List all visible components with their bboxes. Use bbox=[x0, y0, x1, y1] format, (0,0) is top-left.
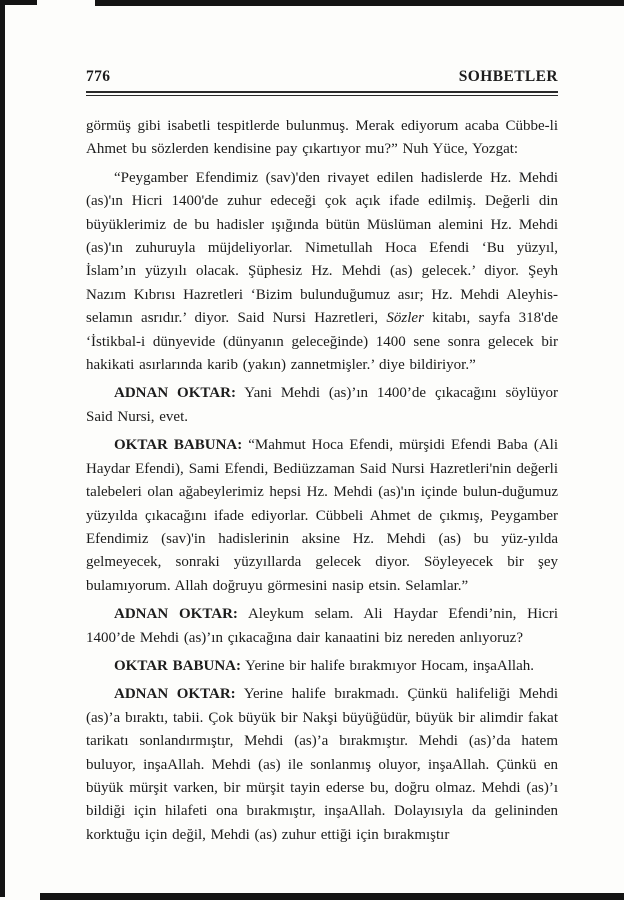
speaker-label: ADNAN OKTAR: bbox=[114, 385, 236, 402]
page-content bbox=[86, 68, 558, 852]
text-run: Aleykum selam. Ali Haydar Efendi’nin, Hicri 1400’de Mehdi (as)’ın çıkacağına dair kanaatini biz nereden anlıyoruz? bbox=[86, 606, 558, 646]
scan-edge-bottom bbox=[40, 893, 624, 900]
paragraph bbox=[86, 434, 558, 598]
book-title-italic: Sözler bbox=[386, 310, 424, 327]
speaker-label: OKTAR BABUNA: bbox=[114, 437, 243, 454]
paragraph bbox=[86, 603, 558, 650]
scan-edge-top-left bbox=[0, 0, 37, 5]
text-run: görmüş gibi isabetli tespitlerde bulunmuş. Merak ediyorum acaba Cübbe-li Ahmet bu sözlerden kendisine pay çıkartıyor mu?” Nuh Yüce, Yozgat: bbox=[86, 118, 558, 158]
speaker-label: OKTAR BABUNA: bbox=[114, 657, 241, 674]
text-run: “Mahmut Hoca Efendi, mürşidi Efendi Baba (Ali Haydar Efendi), Sami Efendi, Bediüzzaman Said Nursi Hazretleri'nin değerli talebeleri olan ağabeylerimiz hepsi Hz. Mehdi (as)'ın içinde bulun-duğumuz yüzyılda çıkacağını ifade ediyorlar. Cübbeli Ahmet de çıkmış, Peygamber Efendimiz (sav)'in hadislerinin aksine Hz. Mehdi (as) bu yüz-yılda gelmeyecek, sonraki yüzyıllarda gelecek diyor. Söyleyecek bir şey bulamıyorum. Allah doğruyu görmesini nasip etsin. Selamlar.” bbox=[86, 437, 559, 594]
scan-edge-left bbox=[0, 0, 5, 897]
page-title: SOHBETLER bbox=[458, 68, 558, 85]
paragraph bbox=[86, 382, 558, 429]
paragraph bbox=[86, 167, 558, 378]
paragraph bbox=[86, 655, 558, 678]
text-run: kitabı, sayfa 318'de ‘İstikbal-i dünyevide (dünyanın geleceğinde) 1400 sene sonra gelecek bir hakikati asırlarında karib (yakın) zannetmişler.’ diye bildiriyor.” bbox=[86, 310, 558, 374]
speaker-label: ADNAN OKTAR: bbox=[114, 686, 236, 703]
paragraph bbox=[86, 115, 558, 162]
text-run: “Peygamber Efendimiz (sav)'den rivayet edilen hadislerde Hz. Mehdi (as)'ın Hicri 1400'de zuhur edeceği çok açık ifade edilmiş. Değerli din büyüklerimiz de bu hadisler ışığında bütün Müslüman alemini Hz. Mehdi (as)'ın zuhuruyla müjdeliyorlar. Nimetullah Hoca Efendi ‘Bu yüzyıl, İslam’ın yüzyılı olacak. Şüphesiz Hz. Mehdi (as) gelecek.’ diyor. Şeyh Nazım Kıbrısı Hazretleri ‘Bizim bulunduğumuz asır; Hz. Mehdi Aleyhis-selamın asrıdır.’ diyor. Said Nursi Hazretleri, bbox=[86, 169, 558, 327]
header-rule bbox=[86, 91, 558, 96]
text-run: Yerine bir halife bırakmıyor Hocam, inşaAllah. bbox=[240, 657, 534, 674]
page-number: 776 bbox=[86, 68, 111, 85]
text-run: Yerine halife bırakmadı. Çünkü halifeliği Mehdi (as)’a bıraktı, tabii. Çok büyük bir Nakşi büyüğüdür, büyük bir alimdir fakat tarikatı sonlandırmıştır, Mehdi (as)’a bırakmıştır. Mehdi (as)’da hatem buluyor, inşaAllah. Mehdi (as) ile sonlanmış oluyor, inşaAllah. Çünkü en büyük mürşit varken, bir mürşit tayin ederse bu, doğru olmaz. Mehdi (as)’ı bildiği için hilafeti ona bırakmıştır, inşaAllah. Dolayısıyla da gelininden korktuğu için değil, Mehdi (as) zuhur ettiği için bırakmıştır bbox=[86, 686, 558, 843]
paragraph bbox=[86, 683, 558, 847]
scan-edge-top bbox=[95, 0, 624, 6]
page-header bbox=[86, 68, 558, 86]
body-text bbox=[86, 115, 558, 847]
speaker-label: ADNAN OKTAR: bbox=[114, 606, 238, 623]
text-run: Yani Mehdi (as)’ın 1400’de çıkacağını söylüyor Said Nursi, evet. bbox=[86, 385, 558, 425]
